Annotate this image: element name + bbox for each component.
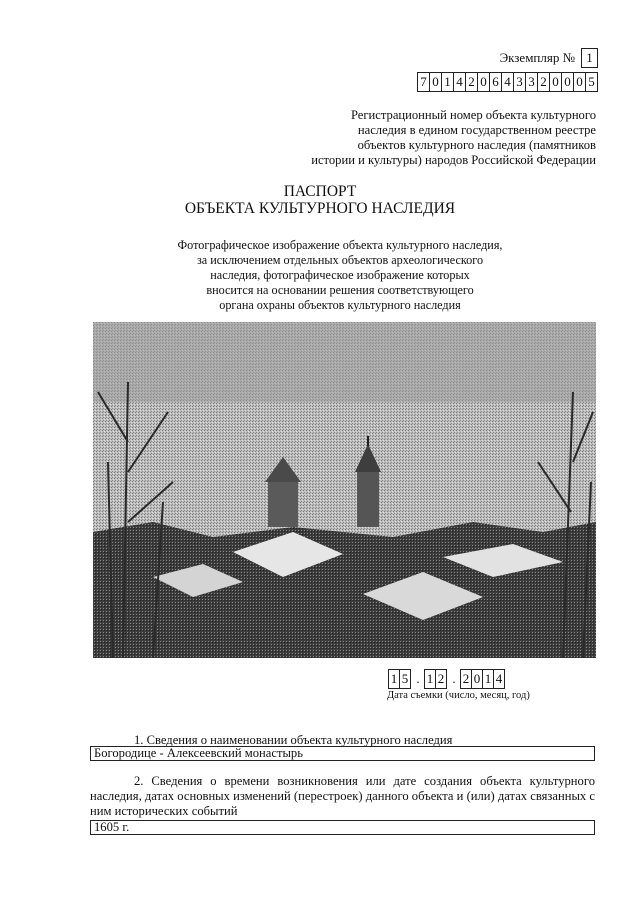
date-month-digit: 2 <box>435 669 447 689</box>
object-name-field: Богородице - Алексеевский монастырь <box>90 746 595 761</box>
date-year-digit: 4 <box>493 669 505 689</box>
registration-caption: Регистрационный номер объекта культурного наследия в едином государственном реестре объектов культурного наследия (памятников истории и культуры) народов Российской Федерации <box>311 108 596 167</box>
copy-number-cell: 1 <box>581 48 598 68</box>
section2-heading: 2. Сведения о времени возникновения или дате создания объекта культурного наследия, датах основных изменений (перестроек) данного объекта и (или) датах связанных с ним исторических событий <box>90 774 595 818</box>
date-day-digit: 1 <box>388 669 400 689</box>
registration-digit: 0 <box>549 72 562 92</box>
registration-digit: 0 <box>561 72 574 92</box>
document-title <box>0 183 640 217</box>
registration-digit: 6 <box>489 72 502 92</box>
registration-digit: 4 <box>501 72 514 92</box>
photo-date <box>389 669 505 689</box>
registration-digit: 3 <box>525 72 538 92</box>
registration-digit: 3 <box>513 72 526 92</box>
title-line-1: ПАСПОРТ <box>283 183 357 200</box>
date-separator: . <box>416 671 420 686</box>
registration-digit: 0 <box>573 72 586 92</box>
registration-digit: 4 <box>453 72 466 92</box>
registration-digit: 1 <box>441 72 454 92</box>
registration-digit: 7 <box>417 72 430 92</box>
object-photo <box>93 322 596 658</box>
registration-number <box>418 72 598 92</box>
photo-note: Фотографическое изображение объекта культурного наследия, за исключением отдельных объектов археологического наследия, фотографическое изображение которых вносится на основании решения соответствующего органа охраны объектов культурного наследия <box>177 238 503 312</box>
date-caption: Дата съемки (число, месяц, год) <box>387 690 530 701</box>
date-year-digit: 2 <box>460 669 472 689</box>
date-separator: . <box>452 671 456 686</box>
date-month-digit: 1 <box>424 669 436 689</box>
date-year-digit: 1 <box>482 669 494 689</box>
date-year-digit: 0 <box>471 669 483 689</box>
registration-digit: 2 <box>465 72 478 92</box>
copy-label: Экземпляр № <box>499 50 575 65</box>
creation-date-field: 1605 г. <box>90 820 595 835</box>
town-silhouette <box>93 522 596 658</box>
section1-heading: 1. Сведения о наименовании объекта культурного наследия <box>134 733 453 747</box>
registration-digit: 5 <box>585 72 598 92</box>
registration-digit: 0 <box>477 72 490 92</box>
title-line-2: ОБЪЕКТА КУЛЬТУРНОГО НАСЛЕДИЯ <box>184 200 456 217</box>
cloud-band <box>93 322 596 402</box>
registration-digit: 0 <box>429 72 442 92</box>
date-day-digit: 5 <box>399 669 411 689</box>
registration-digit: 2 <box>537 72 550 92</box>
copy-number-row <box>500 48 598 68</box>
